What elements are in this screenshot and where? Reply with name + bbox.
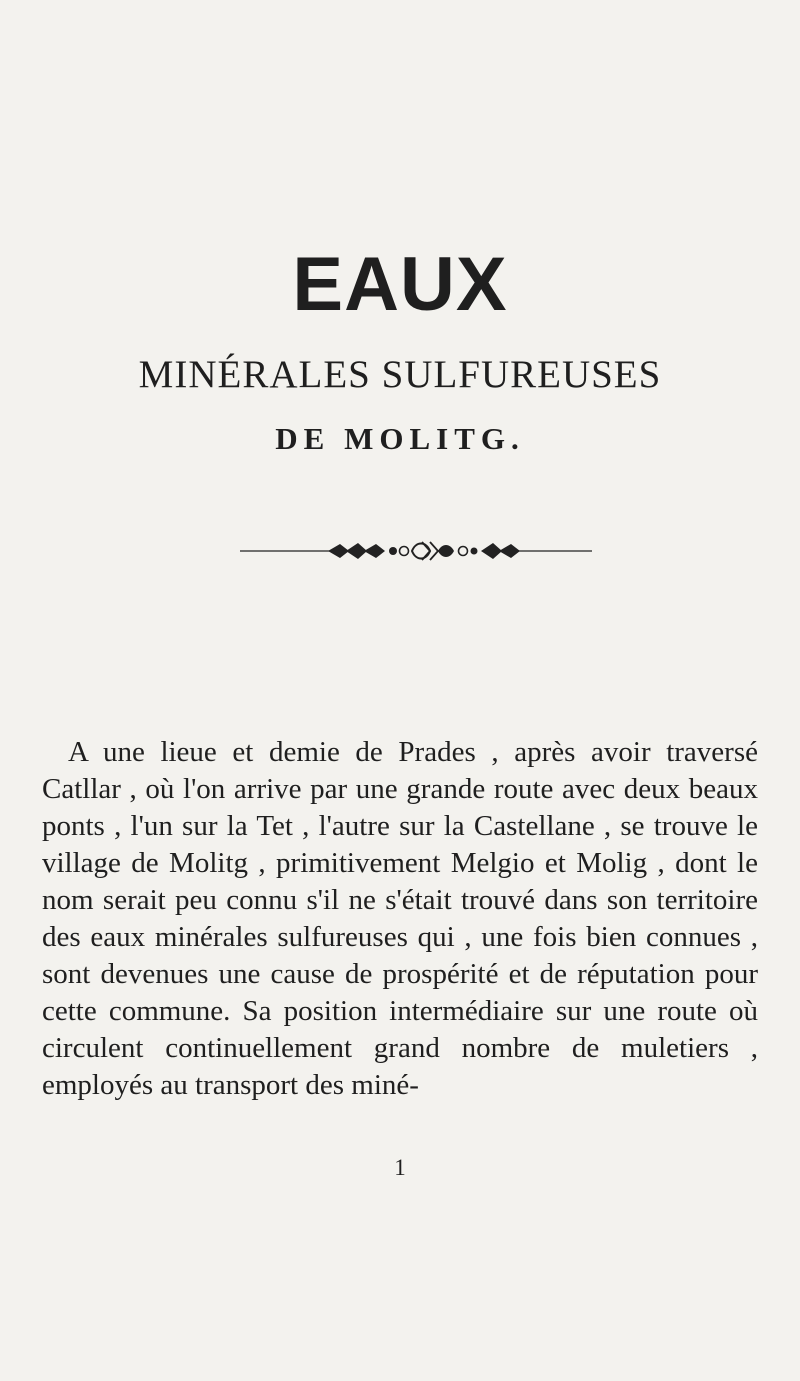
page-number: 1 (394, 1155, 406, 1180)
paragraph-text: A une lieue et demie de Prades , après avoir traversé Catllar , où l'on arrive par une grande route avec deux beaux ponts , l'un sur la Tet , l'autre sur la Castellane , se trouve le village de Molitg , primitivement Melgio et Molig , dont le nom serait peu connu s'il ne s'était trouvé dans son territoire des eaux minérales sulfureuses qui , une fois bien connues , sont devenues une cause de prospérité et de réputation pour cette commune. Sa position intermédiaire sur une route où circulent continuellement grand nombre de muletiers , employés au transport des miné- (42, 736, 758, 1101)
document-subtitle: MINÉRALES SULFUREUSES (138, 353, 662, 396)
body-paragraph (42, 734, 758, 1104)
place-heading: DE MOLITG. (275, 421, 525, 456)
decorative-divider-icon (236, 535, 596, 567)
document-title: EAUX (292, 242, 508, 327)
